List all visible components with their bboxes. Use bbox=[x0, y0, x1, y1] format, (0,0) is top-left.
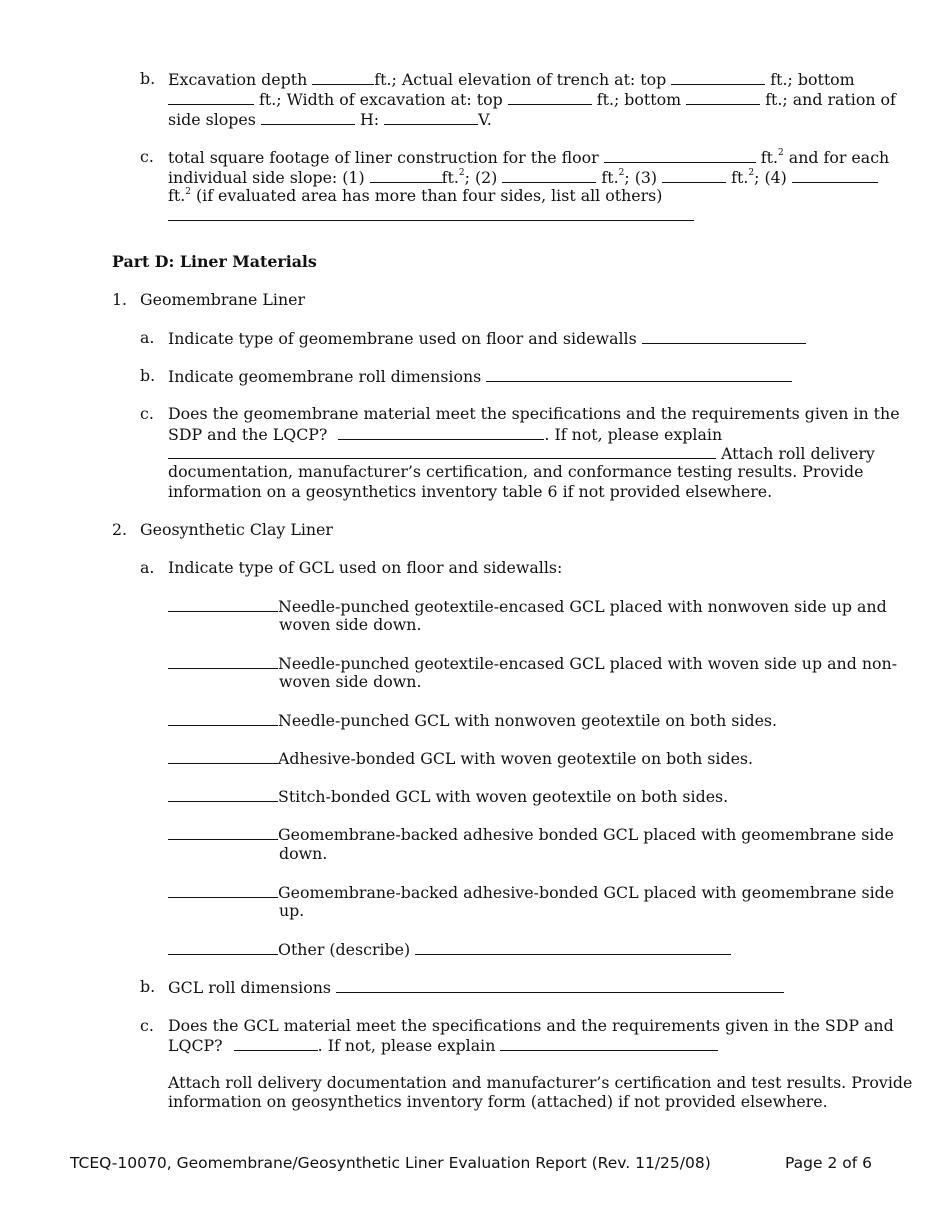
gcl-option-check-field[interactable] bbox=[168, 786, 278, 802]
slope-2-field[interactable] bbox=[502, 167, 596, 183]
geomembrane-type-field[interactable] bbox=[642, 328, 806, 344]
item-marker: c. bbox=[140, 1016, 154, 1035]
floor-footage-field[interactable] bbox=[604, 147, 756, 163]
gcl-option: Other (describe) bbox=[168, 939, 731, 960]
gcl-option: Stitch-bonded GCL with woven geotextile on both sides. bbox=[168, 786, 728, 807]
geomembrane-explain-field[interactable] bbox=[168, 443, 716, 459]
gcl-roll-field[interactable] bbox=[336, 977, 784, 993]
gcl-option-check-field[interactable] bbox=[168, 653, 278, 669]
slope-1-field[interactable] bbox=[370, 167, 442, 183]
gcl-option-check-field[interactable] bbox=[168, 748, 278, 764]
gcl-option-check-field[interactable] bbox=[168, 824, 278, 840]
slope-v-field[interactable] bbox=[384, 109, 478, 125]
gcl-option: Needle-punched GCL with nonwoven geotextile on both sides. bbox=[168, 710, 777, 731]
gcl-option: Needle-punched geotextile-encased GCL placed with nonwoven side up and bbox=[168, 596, 887, 617]
item-marker: b. bbox=[140, 366, 156, 385]
geomembrane-meets-spec-field[interactable] bbox=[338, 424, 544, 440]
slope-3-field[interactable] bbox=[662, 167, 726, 183]
other-sides-field[interactable] bbox=[168, 205, 694, 221]
item-marker: a. bbox=[140, 328, 155, 347]
form-title: TCEQ-10070, Geomembrane/Geosynthetic Liner Evaluation Report (Rev. 11/25/08) bbox=[70, 1154, 711, 1172]
gcl-option-check-field[interactable] bbox=[168, 710, 278, 726]
page-number: Page 2 of 6 bbox=[785, 1154, 872, 1172]
gcl-option: Adhesive-bonded GCL with woven geotextile on both sides. bbox=[168, 748, 753, 769]
excavation-line-1: Excavation depth ft.; Actual elevation of trench at: top ft.; bottom bbox=[168, 70, 855, 89]
item-marker: a. bbox=[140, 558, 155, 577]
item-number: 1. bbox=[112, 290, 128, 309]
item-marker: c. bbox=[140, 147, 154, 166]
item-marker: b. bbox=[140, 69, 156, 88]
bottom-elevation-field[interactable] bbox=[168, 89, 254, 105]
gcl-option-check-field[interactable] bbox=[168, 596, 278, 612]
top-elevation-field[interactable] bbox=[671, 69, 765, 85]
gcl-option: Needle-punched geotextile-encased GCL placed with woven side up and non- bbox=[168, 653, 897, 674]
footage-line-2: individual side slope: (1) ft.$^2$; (2) ft.$^2$; (3) ft.$^2$; (4) bbox=[168, 167, 878, 188]
gcl-option: Geomembrane-backed adhesive bonded GCL placed with geomembrane side bbox=[168, 824, 894, 845]
gcl-option: Geomembrane-backed adhesive-bonded GCL placed with geomembrane side bbox=[168, 882, 894, 903]
slope-4-field[interactable] bbox=[792, 167, 878, 183]
bottom-width-field[interactable] bbox=[686, 89, 760, 105]
excavation-depth-field[interactable] bbox=[312, 69, 374, 85]
excavation-line-3: side slopes H: V. bbox=[168, 110, 492, 129]
item-title: Geomembrane Liner bbox=[140, 290, 306, 309]
item-marker: b. bbox=[140, 977, 156, 996]
section-heading: Part D: Liner Materials bbox=[112, 252, 317, 271]
gcl-option-check-field[interactable] bbox=[168, 882, 278, 898]
footage-line-1: total square footage of liner construction for the floor ft.$^2$ and for each bbox=[168, 148, 890, 167]
geomembrane-roll-field[interactable] bbox=[486, 366, 792, 382]
gcl-option-check-field[interactable] bbox=[168, 939, 278, 955]
top-width-field[interactable] bbox=[508, 89, 592, 105]
gcl-other-describe-field[interactable] bbox=[415, 939, 731, 955]
item-number: 2. bbox=[112, 520, 128, 539]
gcl-explain-field[interactable] bbox=[500, 1035, 718, 1051]
footage-line-3: ft.$^2$ (if evaluated area has more than four sides, list all others) bbox=[168, 186, 663, 205]
excavation-line-2: ft.; Width of excavation at: top ft.; bottom ft.; and ration of bbox=[168, 89, 896, 110]
item-marker: c. bbox=[140, 404, 154, 423]
item-title: Geosynthetic Clay Liner bbox=[140, 520, 333, 539]
gcl-meets-spec-field[interactable] bbox=[234, 1035, 318, 1051]
slope-h-field[interactable] bbox=[261, 109, 355, 125]
